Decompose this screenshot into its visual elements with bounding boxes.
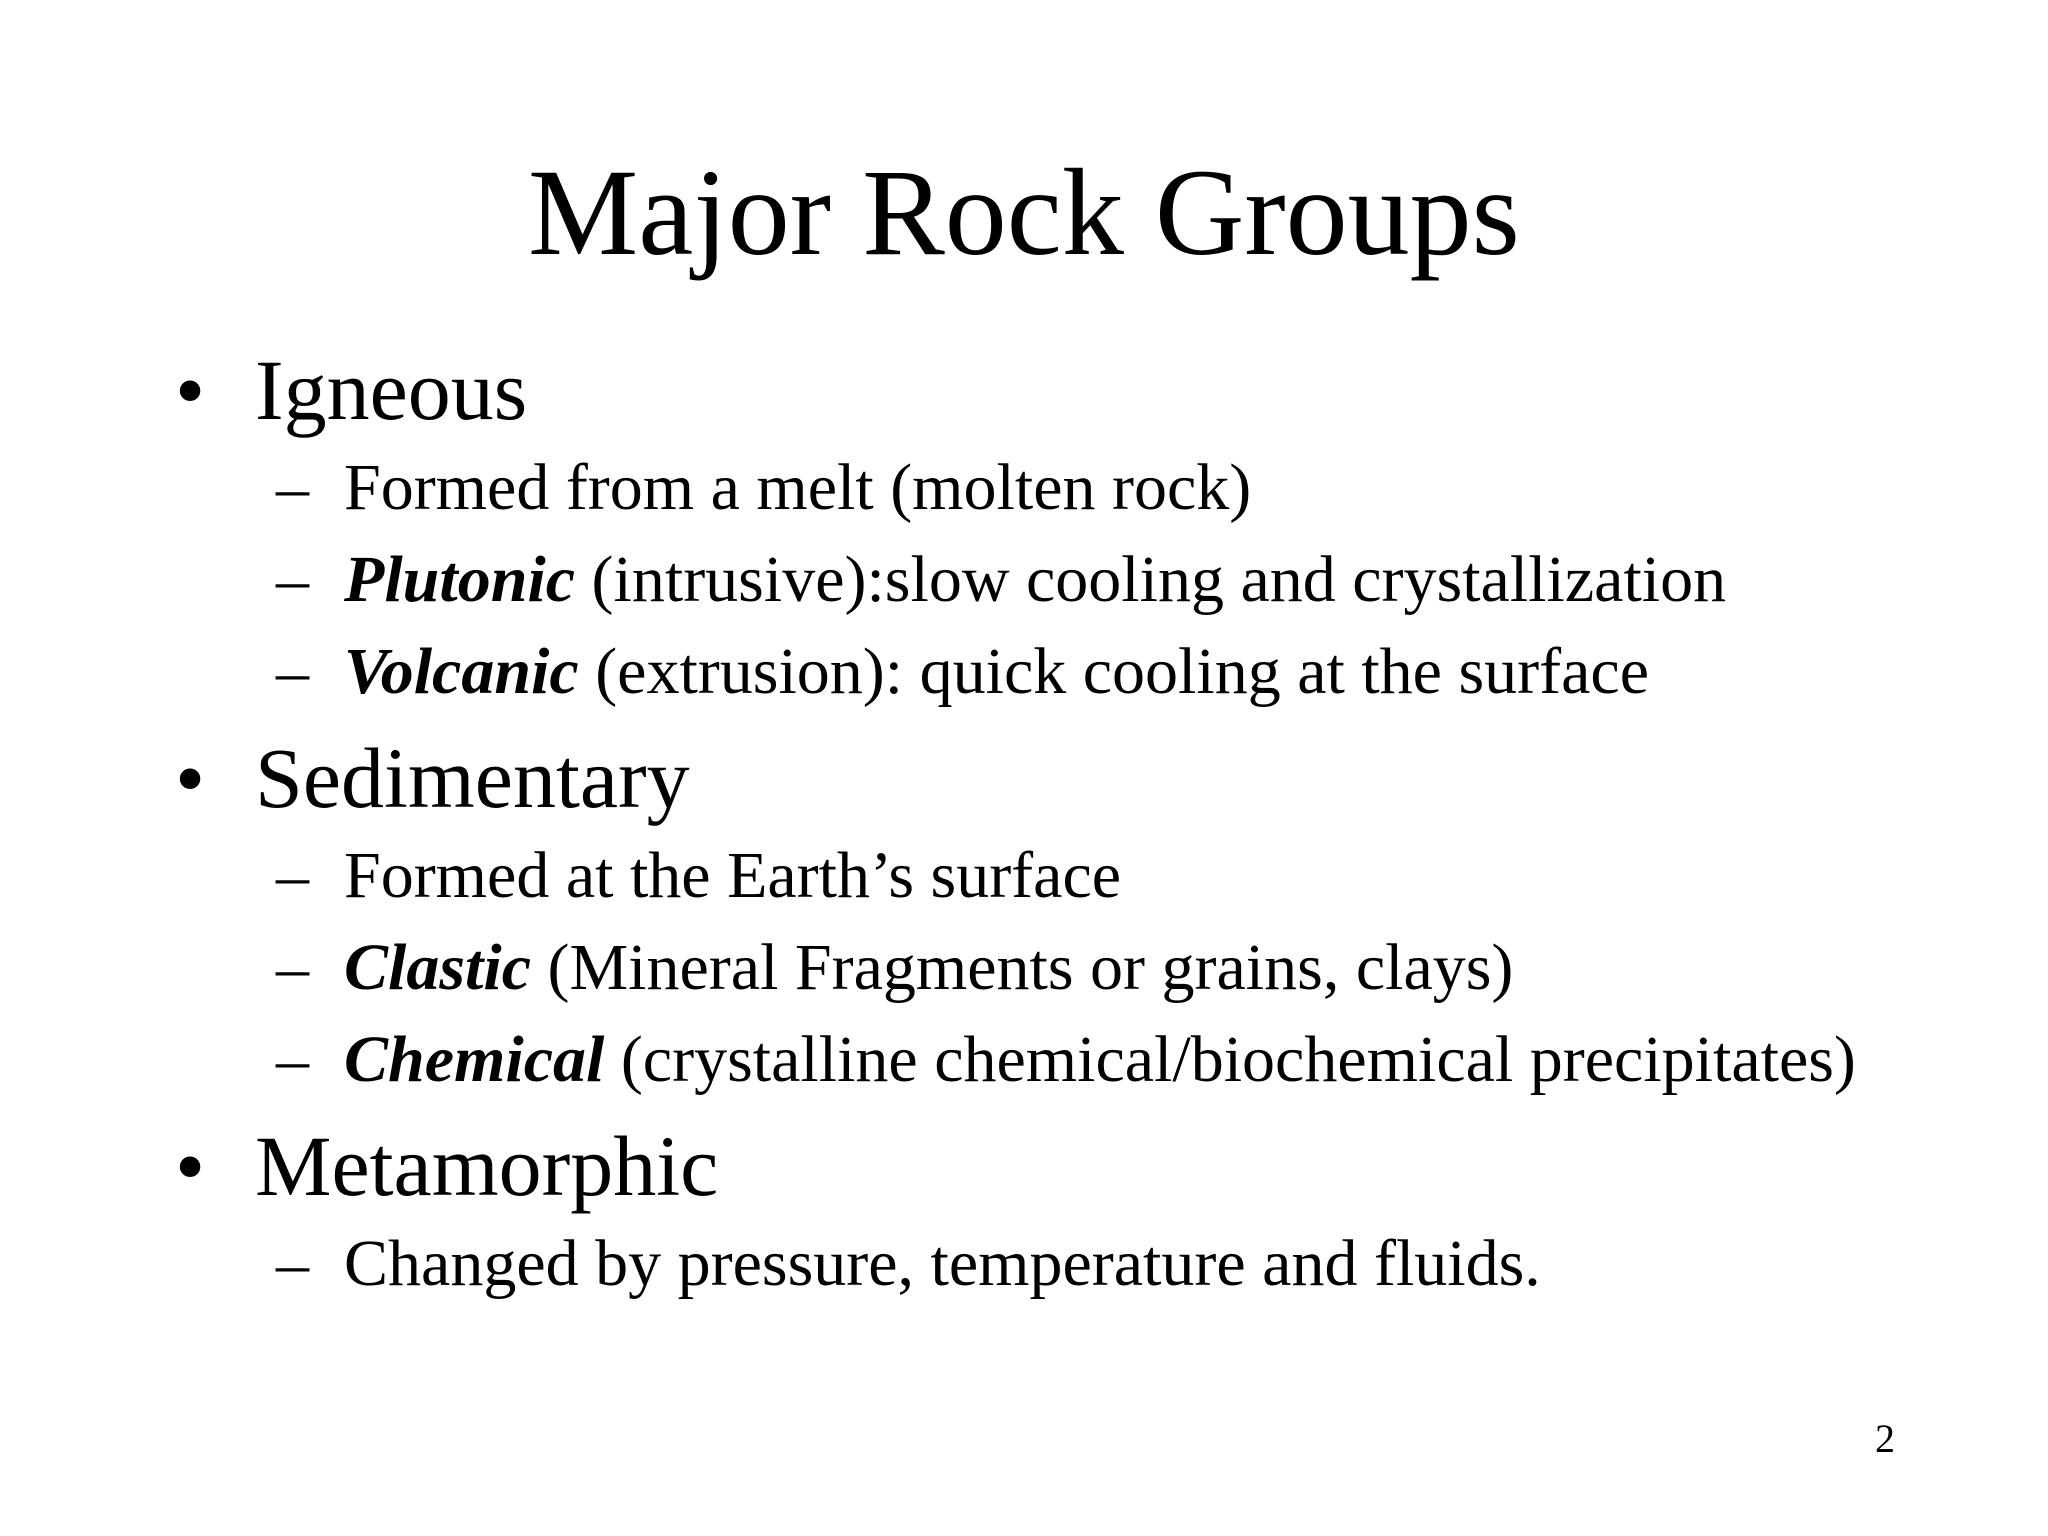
bullet-heading: Sedimentary [255, 730, 690, 826]
dash-icon: – [276, 931, 309, 1004]
bullet-metamorphic [170, 1114, 2000, 1218]
sub-bullet [170, 922, 2000, 1014]
bullet-sedimentary [170, 726, 2000, 830]
sub-bullet [170, 1218, 2000, 1310]
sub-bullet-term: Chemical [344, 1023, 605, 1096]
sub-bullet-text: Formed at the Earth’s surface [344, 839, 1122, 912]
sub-bullet-term: Volcanic [344, 635, 579, 708]
sublist-igneous [170, 442, 2000, 718]
dash-icon: – [276, 543, 309, 616]
bullet-icon: • [175, 342, 206, 438]
dash-icon: – [276, 1227, 309, 1300]
dash-icon: – [276, 1023, 309, 1096]
bullet-heading: Metamorphic [255, 1118, 719, 1214]
sub-bullet [170, 830, 2000, 922]
sublist-metamorphic [170, 1218, 2000, 1310]
sub-bullet [170, 1014, 2000, 1106]
sub-bullet-text: (extrusion): quick cooling at the surface [578, 635, 1649, 708]
sub-bullet-term: Clastic [344, 931, 532, 1004]
sublist-sedimentary [170, 830, 2000, 1106]
sub-bullet [170, 626, 2000, 718]
slide-title: Major Rock Groups [528, 144, 1520, 281]
sub-bullet [170, 442, 2000, 534]
bullet-heading: Igneous [255, 342, 528, 438]
sub-bullet-text: (intrusive):slow cooling and crystallization [575, 543, 1727, 616]
sub-bullet-text: (Mineral Fragments or grains, clays) [531, 931, 1514, 1004]
bullet-list [170, 338, 2000, 1310]
bullet-icon: • [175, 730, 206, 826]
sub-bullet-text: (crystalline chemical/biochemical precipitates) [604, 1023, 1856, 1096]
page-number: 2 [1875, 1416, 1895, 1461]
dash-icon: – [276, 635, 309, 708]
bullet-icon: • [175, 1118, 206, 1214]
dash-icon: – [276, 839, 309, 912]
bullet-igneous [170, 338, 2000, 442]
sub-bullet-term: Plutonic [344, 543, 576, 616]
sub-bullet-text: Formed from a melt (molten rock) [344, 451, 1252, 524]
sub-bullet [170, 534, 2000, 626]
dash-icon: – [276, 451, 309, 524]
sub-bullet-text: Changed by pressure, temperature and fluids. [344, 1227, 1541, 1300]
